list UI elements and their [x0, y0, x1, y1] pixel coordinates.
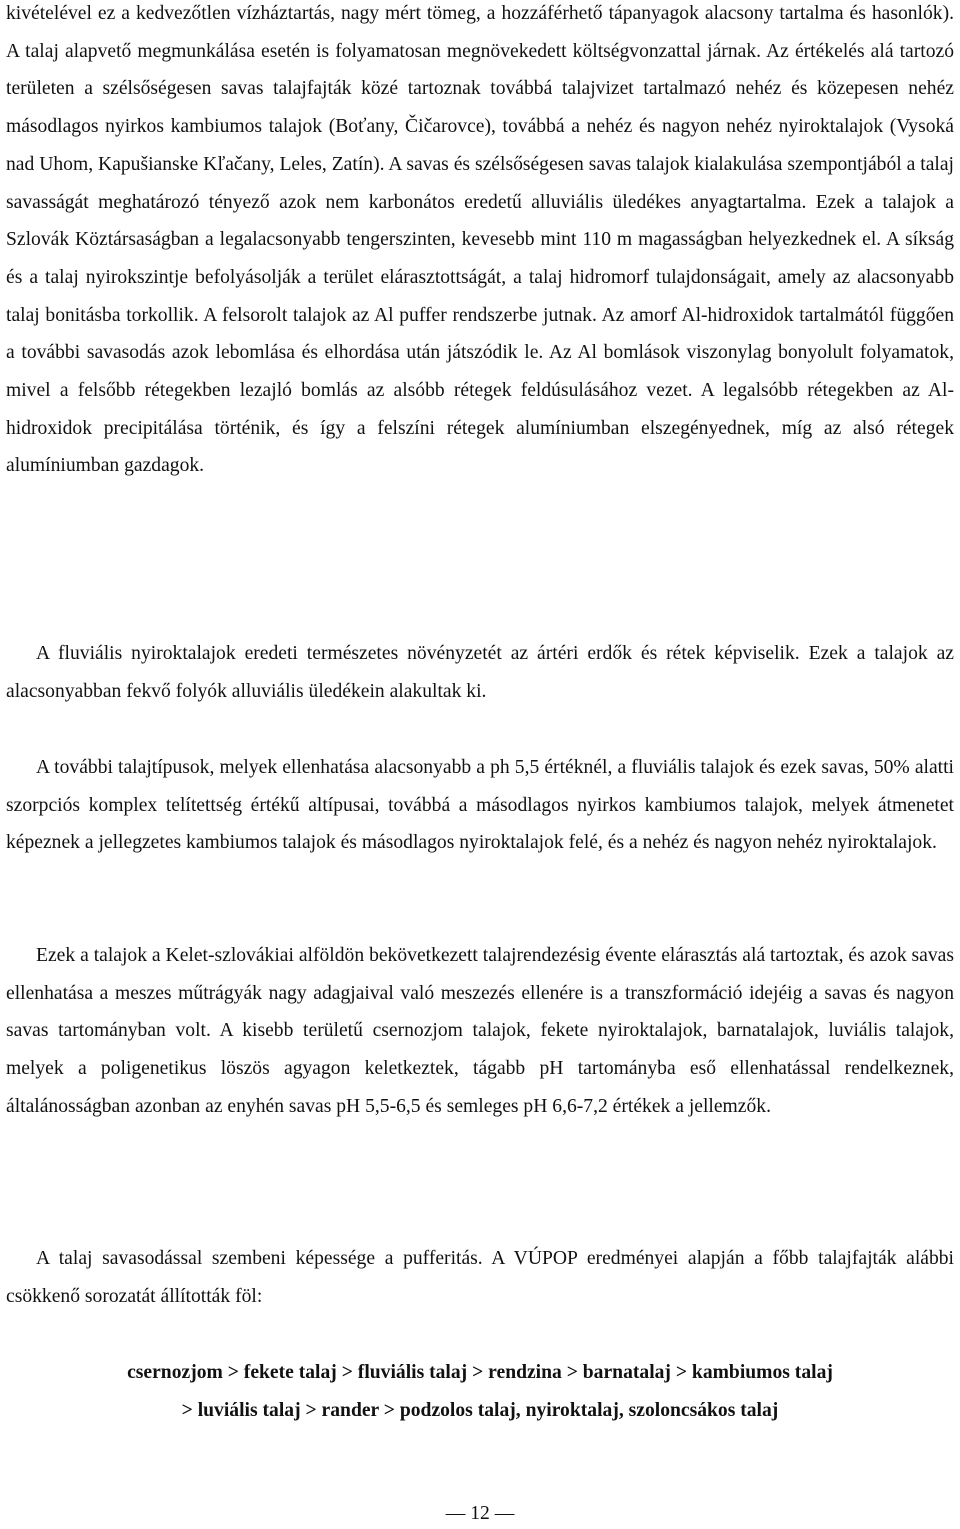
paragraph-east-slovak-lowland: Ezek a talajok a Kelet-szlovákiai alföldön bekövetkezett talajrendezésig évente elárasztás alá tartoztak, és azok savas ellenhatása a meszes műtrágyák nagy adagjaival való meszezés ellenére is a transzformáció idejéig a savas és nagyon savas tartományban volt. A kisebb területű csernozjom talajok, fekete nyiroktalajok, barnatalajok, luviális talajok, melyek a poligenetikus löszös agyagon keletkeztek, tágabb pH tartományba eső ellenhatással rendelkeznek, általánosságban azonban az enyhén savas pH 5,5-6,5 és semleges pH 6,6-7,2 értékek a jellemzők. [6, 945, 954, 1117]
series-line-2: > luviális talaj > rander > podzolos talaj, nyiroktalaj, szoloncsákos talaj [181, 1400, 779, 1421]
soil-buffering-series [6, 1354, 954, 1430]
page-number: — 12 — [445, 1503, 515, 1524]
paragraph-soil-acidity: kivételével ez a kedvezőtlen vízháztartás, nagy mért tömeg, a hozzáférhető tápanyagok alacsony tartalma és hasonlók). A talaj alapvető megmunkálása esetén is folyamatosan megnövekedett költségvonzattal járnak. Az értékelés alá tartozó területen a szélsőségesen savas talajfajták közé tartoznak továbbá talajvizet tartalmazó nehéz és közepesen nehéz másodlagos nyirkos kambiumos talajok (Boťany, Čičarovce), továbbá a nehéz és nagyon nehéz nyiroktalajok (Vysoká nad Uhom, Kapušianske Kľačany, Leles, Zatín). A savas és szélsőségesen savas talajok kialakulása szempontjából a talaj savasságát meghatározó tényező azok nem karbonátos eredetű alluviális üledékes anyagtartalma. Ezek a talajok a Szlovák Köztársaságban a legalacsonyabb tengerszinten, kevesebb mint 110 m magasságban helyezkednek el. A síkság és a talaj nyirokszintje befolyásolják a terület elárasztottságát, a talaj hidromorf tulajdonságait, amely az alacsonyabb talaj bonitásba torkollik. A felsorolt talajok az Al puffer rendszerbe jutnak. Az amorf Al-hidroxidok tartalmától függően a további savasodás azok lebomlása és elhordása után játszódik le. Az Al bomlások viszonylag bonyolult folyamatok, mivel a felsőbb rétegekben lezajló bomlás az alsóbb rétegek feldúsulásához vezet. A legalsóbb rétegekben az Al-hidroxidok precipitálása történik, és így a felszíni rétegek alumíniumban elszegényednek, míg az alsó rétegek alumíniumban gazdagok. [6, 3, 954, 477]
paragraph-fluvial-soils: A fluviális nyiroktalajok eredeti természetes növényzetét az ártéri erdők és rétek képviselik. Ezek a talajok az alacsonyabban fekvő folyók alluviális üledékein alakultak ki. [6, 643, 954, 702]
paragraph-other-soil-types: A további talajtípusok, melyek ellenhatása alacsonyabb a ph 5,5 értéknél, a fluviális talajok és ezek savas, 50% alatti szorpciós komplex telítettség értékű altípusai, továbbá a másodlagos nyirkos kambiumos talajok, melyek átmenetet képeznek a jellegzetes kambiumos talajok és másodlagos nyiroktalajok felé, és a nehéz és nagyon nehéz nyiroktalajok. [6, 757, 954, 854]
paragraph-buffering: A talaj savasodással szembeni képessége a pufferitás. A VÚPOP eredményei alapján a főbb talajfajták alábbi csökkenő sorozatát állították föl: [6, 1248, 954, 1307]
series-line-1: csernozjom > fekete talaj > fluviális talaj > rendzina > barnatalaj > kambiumos talaj [127, 1362, 833, 1383]
